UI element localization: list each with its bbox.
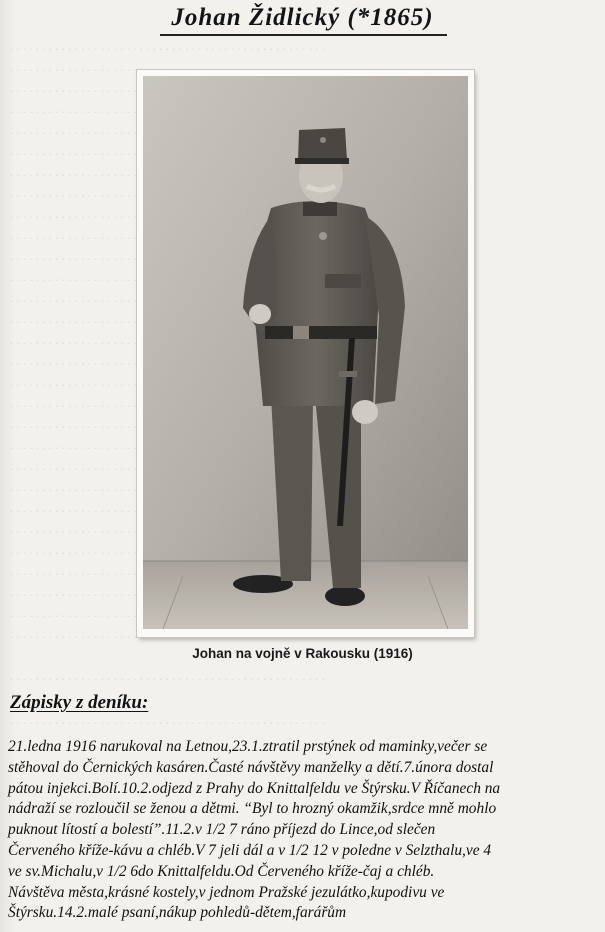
soldier-portrait-photo	[143, 76, 468, 629]
diary-line: pátou injekci.Bolí.10.2.odjezd z Prahy do Knittalfeldu ve Štýrsku.V Říčanech na	[8, 779, 501, 797]
diary-line: Červeného kříže-kávu a chléb.V 7 jeli dál a v 1/2 12 v poledne v Selzthalu,ve 4	[8, 841, 492, 859]
diary-line: stěhoval do Černických kasáren.Časté návštěvy manželky a dětí.7.února dostal	[8, 758, 494, 776]
diary-line: nádraží se rozloučil se ženou a dětmi. “Byl to hrozný okamžik,srdce mně mohlo	[8, 800, 497, 818]
diary-line: Návštěva města,krásné kostely,v jednom Pražské jezulátko,kupodivu ve	[8, 883, 445, 901]
portrait-illustration	[143, 76, 468, 629]
photo-caption: Johan na vojně v Rakousku (1916)	[192, 646, 413, 661]
page-title: Johan Židlický (*1865)	[171, 4, 434, 31]
diary-line: ve sv.Michalu,v 1/2 6do Knittalfeldu.Od Červeného kříže-čaj a chléb.	[8, 862, 435, 880]
bleed-through-background: . . . . . . . . . . . . . . . . . . . . . . . . . . . . . . . . . . . . . . . . . . . . . . . . . . . . . . . . . . . . . . . . . . . . . . . . . . . . . . . . . . . . . . . . . . . . . . . . . . . . . . . . . . . . . . . . . . . . . . . . . . . . . . . . . . . . . . . . . . . . . . . . . . . . . . . . . . . . . . . . . . . . . . . . . . . . . . . . . . . . . . . . . . . . . . . . . . . . . . . . . . . . . . . . . . . . . . . . . . . . . . . . . . . . . . . . . . . . . . . . . . . . . . . . . . . . . . . . . . . . . . . . . . . . . . . . . . . . . . . . . . . . . . . . . . . . . . . . . . . . . . . . . . . . . . . . . . . . . . . . . . . . . . . . . . . . . . . . . . . . . . . . . . . . . . . . . . . . . . . . . . . . . . . . . . . . . . . . . . . . . . . . . . . . . . . . . . . . . . . . . . . . . . . . . . . . . . . . . . . . . . . . . . . . . . . . . . . . . . . . . . . . . . . . . . . . . . . . . . . . . . . . . . . . . . . . . . . . . . . . . . . . . . . . . . . . . . . . . . . . . . . . . . . . . . . . . . . . . . . . . . . . . . . . . . . . . . . . . . . . . . . . . . . . . . . . . . . . . . . . . . . . . . . . . . . . . . . . . . . . . . . . . . . . . . . . . . . . . . . . . . . . . . . . . . . . . . . . . . . . . . . . . . . . . . . . . . . . . . . . . . . . . . . . . . . . . . . . . . . . . . . . . . . . . . . . . . . . . . . . . . . . . . . . . . . . . . . . . . . . . . . . . . . . . . . . . . . . . . . . . . . . . . . . . . . . . . . .	[10, 38, 326, 727]
diary-heading: Zápisky z deníku:	[10, 692, 149, 713]
diary-line: puknout lítostí a bolestí”.11.2.v 1/2 7 ráno příjezd do Lince,od slečen	[8, 821, 436, 839]
diary-line: Štýrsku.14.2.malé psaní,nákup pohledů-dětem,farářům	[8, 904, 347, 922]
diary-text	[8, 737, 600, 924]
photo-frame	[137, 70, 474, 637]
diary-line: 21.ledna 1916 narukoval na Letnou,23.1.ztratil prstýnek od maminky,večer se	[8, 738, 488, 755]
title-underline	[160, 34, 447, 36]
